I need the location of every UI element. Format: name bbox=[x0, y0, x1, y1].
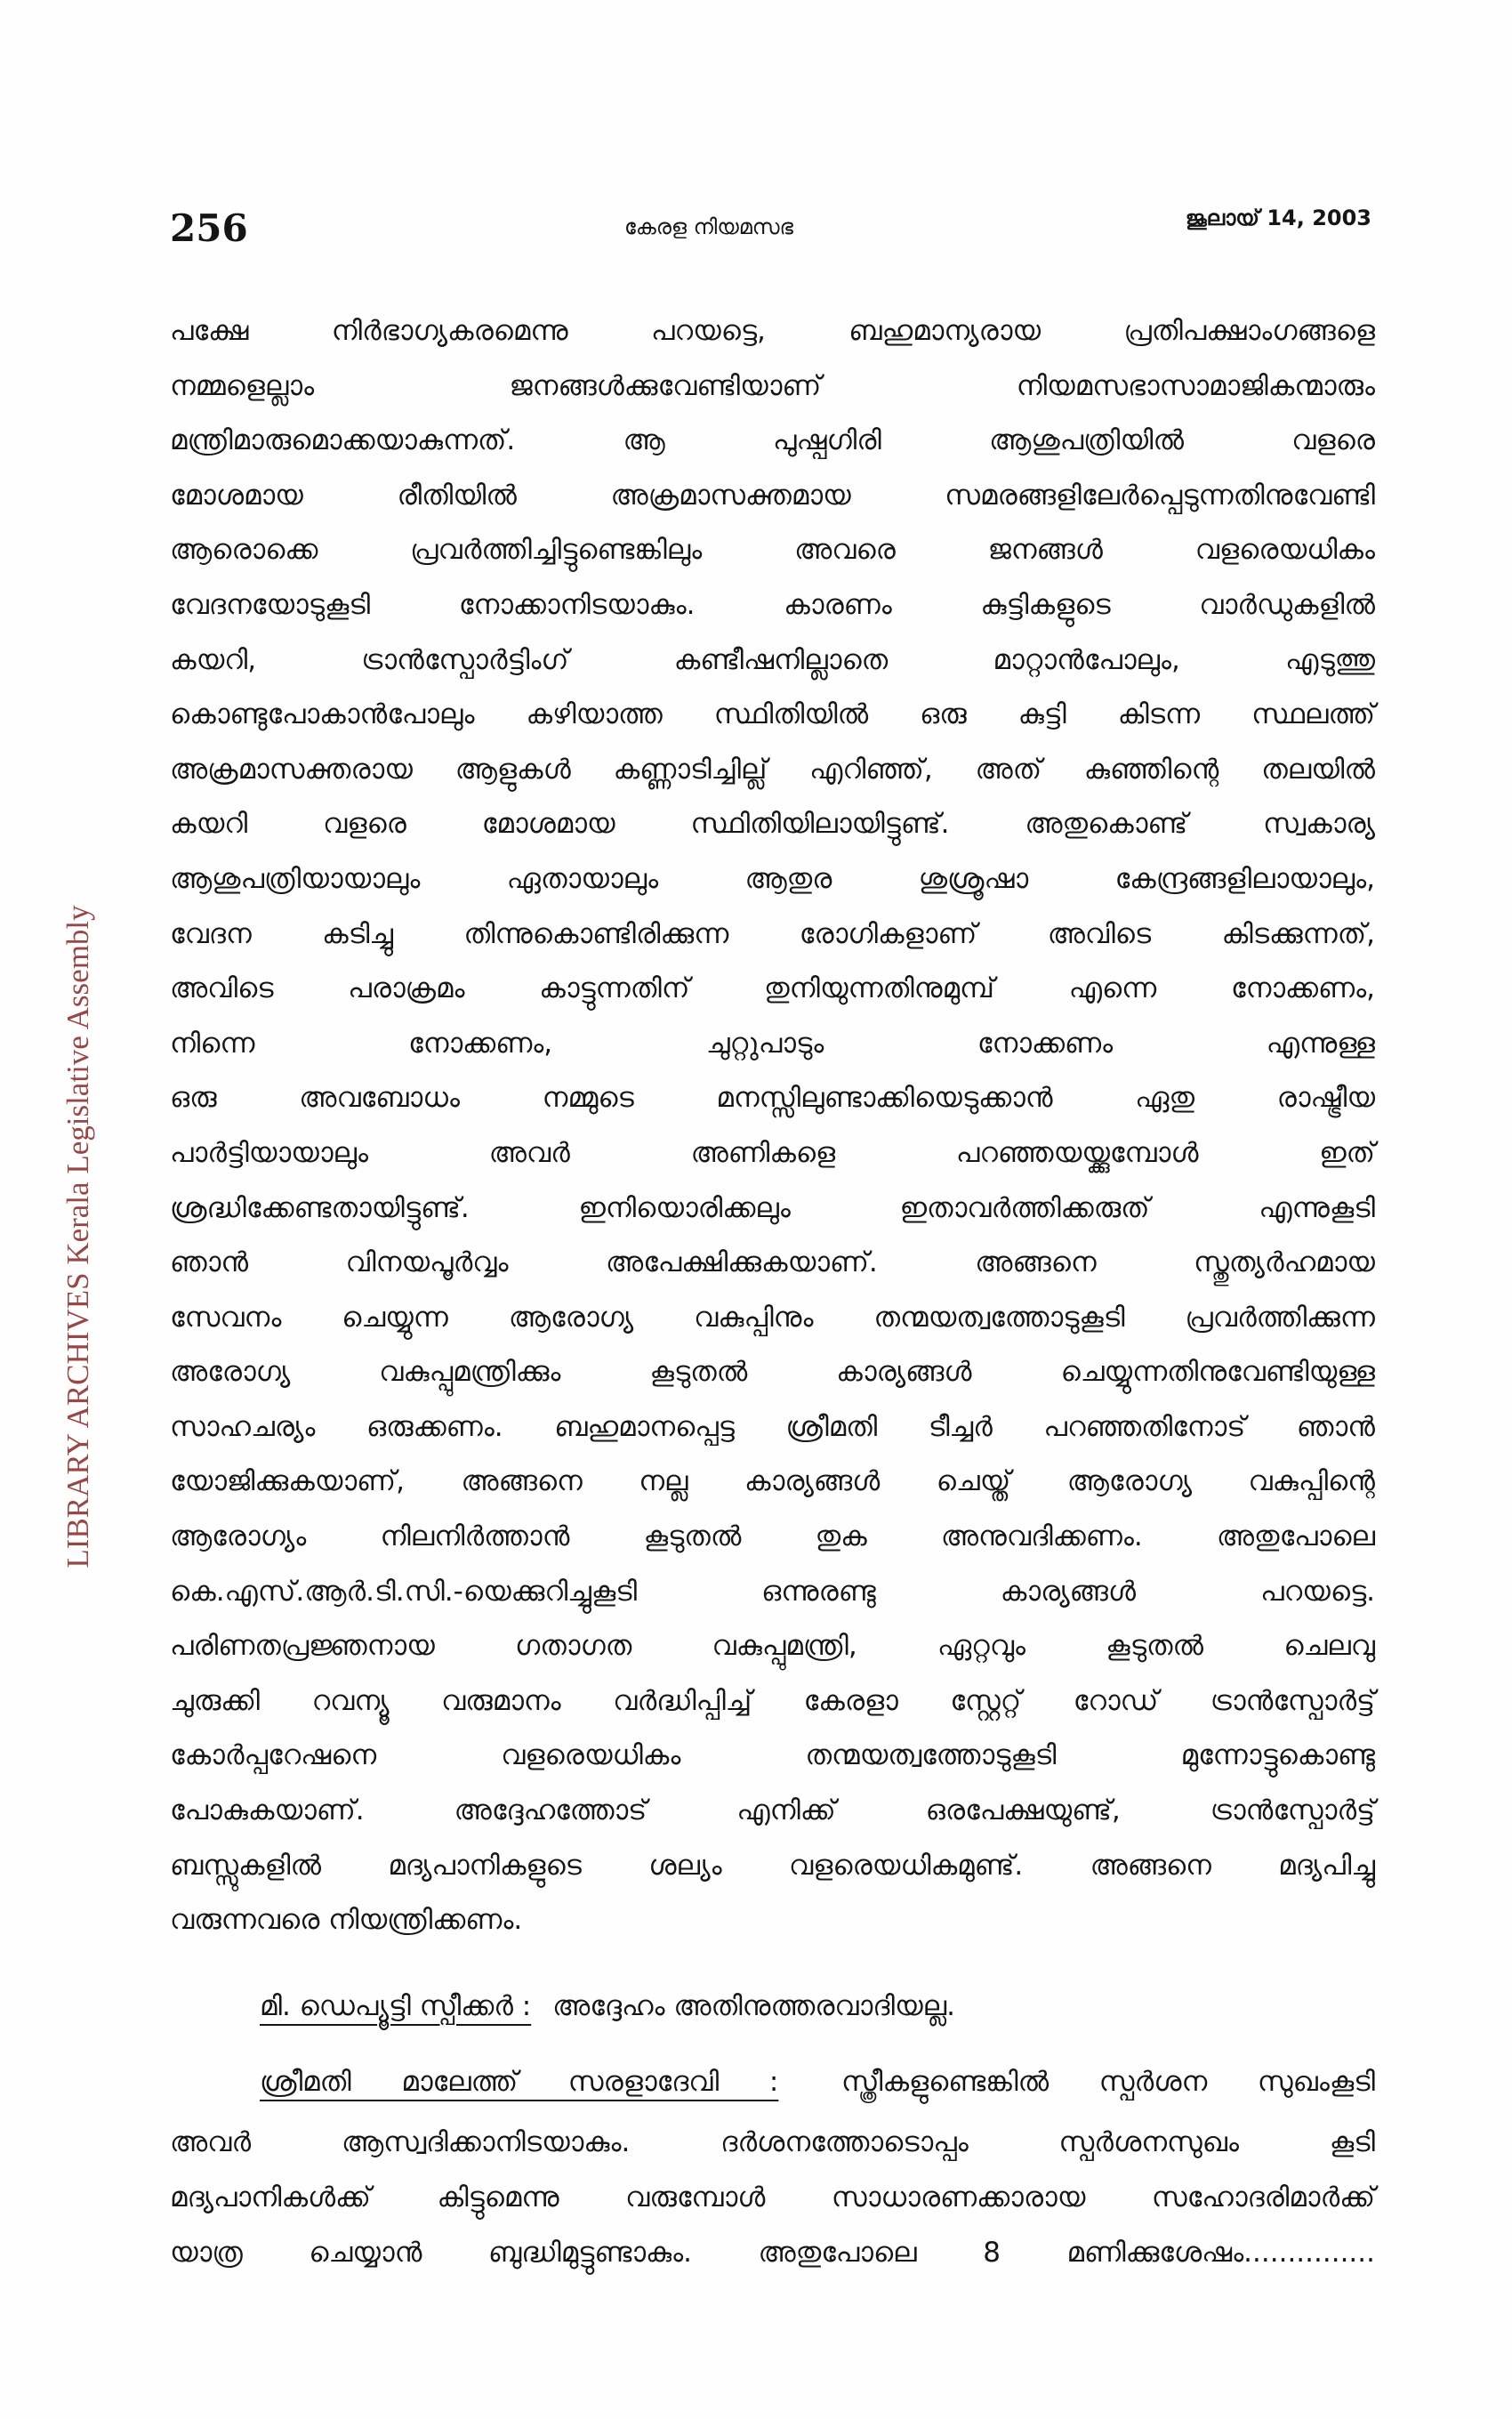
body-line: കോർപ്പറേഷനെ വളരെയധികം തന്മയത്വത്തോടുകൂടി മുന്നോട്ടുകൊണ്ടു bbox=[170, 1739, 1375, 1772]
body-line: ആരോഗ്യം നിലനിർത്താൻ കൂടുതൽ തുക അനുവദിക്കണം. അതുപോലെ bbox=[170, 1520, 1375, 1553]
body-line: ആരൊക്കെ പ്രവർത്തിച്ചിട്ടുണ്ടെങ്കിലും അവരെ ജനങ്ങൾ വളരെയധികം bbox=[170, 534, 1375, 567]
body-paragraph bbox=[170, 304, 1375, 1948]
body-line: കയറി, ട്രാൻസ്പോർട്ടിംഗ് കണ്ടീഷനില്ലാതെ മാറ്റാൻപോലും, എടുത്തു bbox=[170, 643, 1375, 676]
speaker-exchange-saraladevi bbox=[170, 2054, 1375, 2280]
page-number: 256 bbox=[170, 206, 248, 250]
speech-text: സ്ത്രീകളുണ്ടെങ്കിൽ സ്പർശന സുഖംകൂടി bbox=[840, 2066, 1376, 2098]
body-line: വേദന കടിച്ചു തിന്നുകൊണ്ടിരിക്കുന്ന രോഗികളാണ് അവിടെ കിടക്കുന്നത്, bbox=[170, 917, 1375, 950]
speaker-name: ശ്രീമതി മാലേത്ത് സരളാദേവി : bbox=[260, 2066, 779, 2098]
body-line: ആശുപത്രിയായാലും ഏതായാലും ആതുര ശുശ്രൂഷാ കേന്ദ്രങ്ങളിലായാലും, bbox=[170, 862, 1375, 895]
exchange-line: അവർ ആസ്വദിക്കാനിടയാകും. ദർശനത്തോടൊപ്പം സ്പർശനസുഖം കൂടി bbox=[170, 2126, 1375, 2158]
body-line: അരോഗ്യ വകുപ്പുമന്ത്രിക്കും കൂടുതൽ കാര്യങ്ങൾ ചെയ്യുന്നതിനുവേണ്ടിയുള്ള bbox=[170, 1356, 1375, 1389]
body-line: പാർട്ടിയായാലും അവർ അണികളെ പറഞ്ഞയയ്ക്കുമ്പോൾ ഇത് bbox=[170, 1136, 1375, 1169]
body-line: ചുരുക്കി റവന്യൂ വരുമാനം വർദ്ധിപ്പിച്ച് കേരളാ സ്റ്റേറ്റ് റോഡ് ട്രാൻസ്പോർട്ട് bbox=[170, 1684, 1375, 1717]
body-line: ഒരു അവബോധം നമ്മുടെ മനസ്സിലുണ്ടാക്കിയെടുക്കാൻ ഏതു രാഷ്ട്രീയ bbox=[170, 1082, 1375, 1115]
body-line: കയറി വളരെ മോശമായ സ്ഥിതിയിലായിട്ടുണ്ട്. അതുകൊണ്ട് സ്വകാര്യ bbox=[170, 808, 1375, 841]
body-line: നിന്നെ നോക്കണം, ചുറ്റുപാടും നോക്കണം എന്നുള്ള bbox=[170, 1027, 1375, 1060]
body-line: ഞാൻ വിനയപൂർവ്വം അപേക്ഷിക്കുകയാണ്. അങ്ങനെ സ്തുത്യർഹമായ bbox=[170, 1246, 1375, 1279]
speaker-name: മി. ഡെപ്യൂട്ടി സ്പീക്കർ : bbox=[260, 1990, 532, 2022]
speaker-exchange-deputy-speaker bbox=[170, 1979, 1375, 2034]
exchange-line bbox=[170, 2054, 1375, 2109]
body-line: പരിണതപ്രജ്ഞനായ ഗതാഗത വകുപ്പുമന്ത്രി, ഏറ്റവും കൂടുതൽ ചെലവു bbox=[170, 1630, 1375, 1663]
body-line: കെ.എസ്.ആർ.ടി.സി.-യെക്കുറിച്ചുകൂടി ഒന്നുരണ്ടു കാര്യങ്ങൾ പറയട്ടെ. bbox=[170, 1575, 1375, 1608]
body-line: കൊണ്ടുപോകാൻപോലും കഴിയാത്ത സ്ഥിതിയിൽ ഒരു കുട്ടി കിടന്ന സ്ഥലത്ത് bbox=[170, 698, 1375, 731]
body-line: വേദനയോടുകൂടി നോക്കാനിടയാകും. കാരണം കുട്ടികളുടെ വാർഡുകളിൽ bbox=[170, 588, 1375, 621]
body-line: മന്ത്രിമാരുമൊക്കയാകുന്നത്. ആ പുഷ്പഗിരി ആശുപത്രിയിൽ വളരെ bbox=[170, 424, 1375, 457]
body-line: ബസ്സുകളിൽ മദ്യപാനികളുടെ ശല്യം വളരെയധികമുണ്ട്. അങ്ങനെ മദ്യപിച്ചു bbox=[170, 1849, 1375, 1882]
page-date: ജൂലായ് 14, 2003 bbox=[1185, 206, 1371, 230]
body-line: സാഹചര്യം ഒരുക്കണം. ബഹുമാനപ്പെട്ട ശ്രീമതി ടീച്ചർ പറഞ്ഞതിനോട് ഞാൻ bbox=[170, 1410, 1375, 1443]
exchange-line bbox=[170, 1979, 1375, 2034]
exchange-line: യാത്ര ചെയ്യാൻ ബുദ്ധിമുട്ടുണ്ടാകും. അതുപോലെ 8 മണിക്കുശേഷം............... bbox=[170, 2237, 1375, 2269]
body-line: പോകുകയാണ്. അദ്ദേഹത്തോട് എനിക്ക് ഒരപേക്ഷയുണ്ട്, ട്രാൻസ്പോർട്ട് bbox=[170, 1794, 1375, 1827]
archive-watermark: LIBRARY ARCHIVES Kerala Legislative Assembly bbox=[60, 905, 95, 1568]
body-line: യോജിക്കുകയാണ്, അങ്ങനെ നല്ല കാര്യങ്ങൾ ചെയ്ത് ആരോഗ്യ വകുപ്പിന്റെ bbox=[170, 1465, 1375, 1498]
body-line: നമ്മളെല്ലാം ജനങ്ങൾക്കുവേണ്ടിയാണ് നിയമസഭാസാമാജികന്മാരും bbox=[170, 369, 1375, 402]
body-line: ശ്രദ്ധിക്കേണ്ടതായിട്ടുണ്ട്. ഇനിയൊരിക്കലും ഇതാവർത്തിക്കരുത് എന്നുകൂടി bbox=[170, 1191, 1375, 1224]
exchange-line: മദ്യപാനികൾക്ക് കിട്ടുമെന്നു വരുമ്പോൾ സാധാരണക്കാരായ സഹോദരിമാർക്ക് bbox=[170, 2181, 1375, 2213]
body-line: സേവനം ചെയ്യുന്ന ആരോഗ്യ വകുപ്പിനും തന്മയത്വത്തോടുകൂടി പ്രവർത്തിക്കുന്ന bbox=[170, 1301, 1375, 1334]
body-line: മോശമായ രീതിയിൽ അക്രമാസക്തമായ സമരങ്ങളിലേർപ്പെടുന്നതിനുവേണ്ടി bbox=[170, 479, 1375, 512]
body-line: അക്രമാസക്തരായ ആളുകൾ കണ്ണാടിച്ചില്ല് എറിഞ്ഞ്, അത് കുഞ്ഞിന്റെ തലയിൽ bbox=[170, 753, 1375, 786]
running-title: കേരള നിയമസഭ bbox=[623, 214, 794, 239]
body-line: പക്ഷേ നിർഭാഗ്യകരമെന്നു പറയട്ടെ, ബഹുമാന്യരായ പ്രതിപക്ഷാംഗങ്ങളെ bbox=[170, 315, 1375, 347]
body-line: വരുന്നവരെ നിയന്ത്രിക്കണം. bbox=[170, 1904, 523, 1937]
body-line: അവിടെ പരാക്രമം കാട്ടുന്നതിന് തുനിയുന്നതിനുമുമ്പ് എന്നെ നോക്കണം, bbox=[170, 972, 1375, 1005]
speech-text: അദ്ദേഹം അതിനുത്തരവാദിയല്ല. bbox=[552, 1990, 955, 2022]
